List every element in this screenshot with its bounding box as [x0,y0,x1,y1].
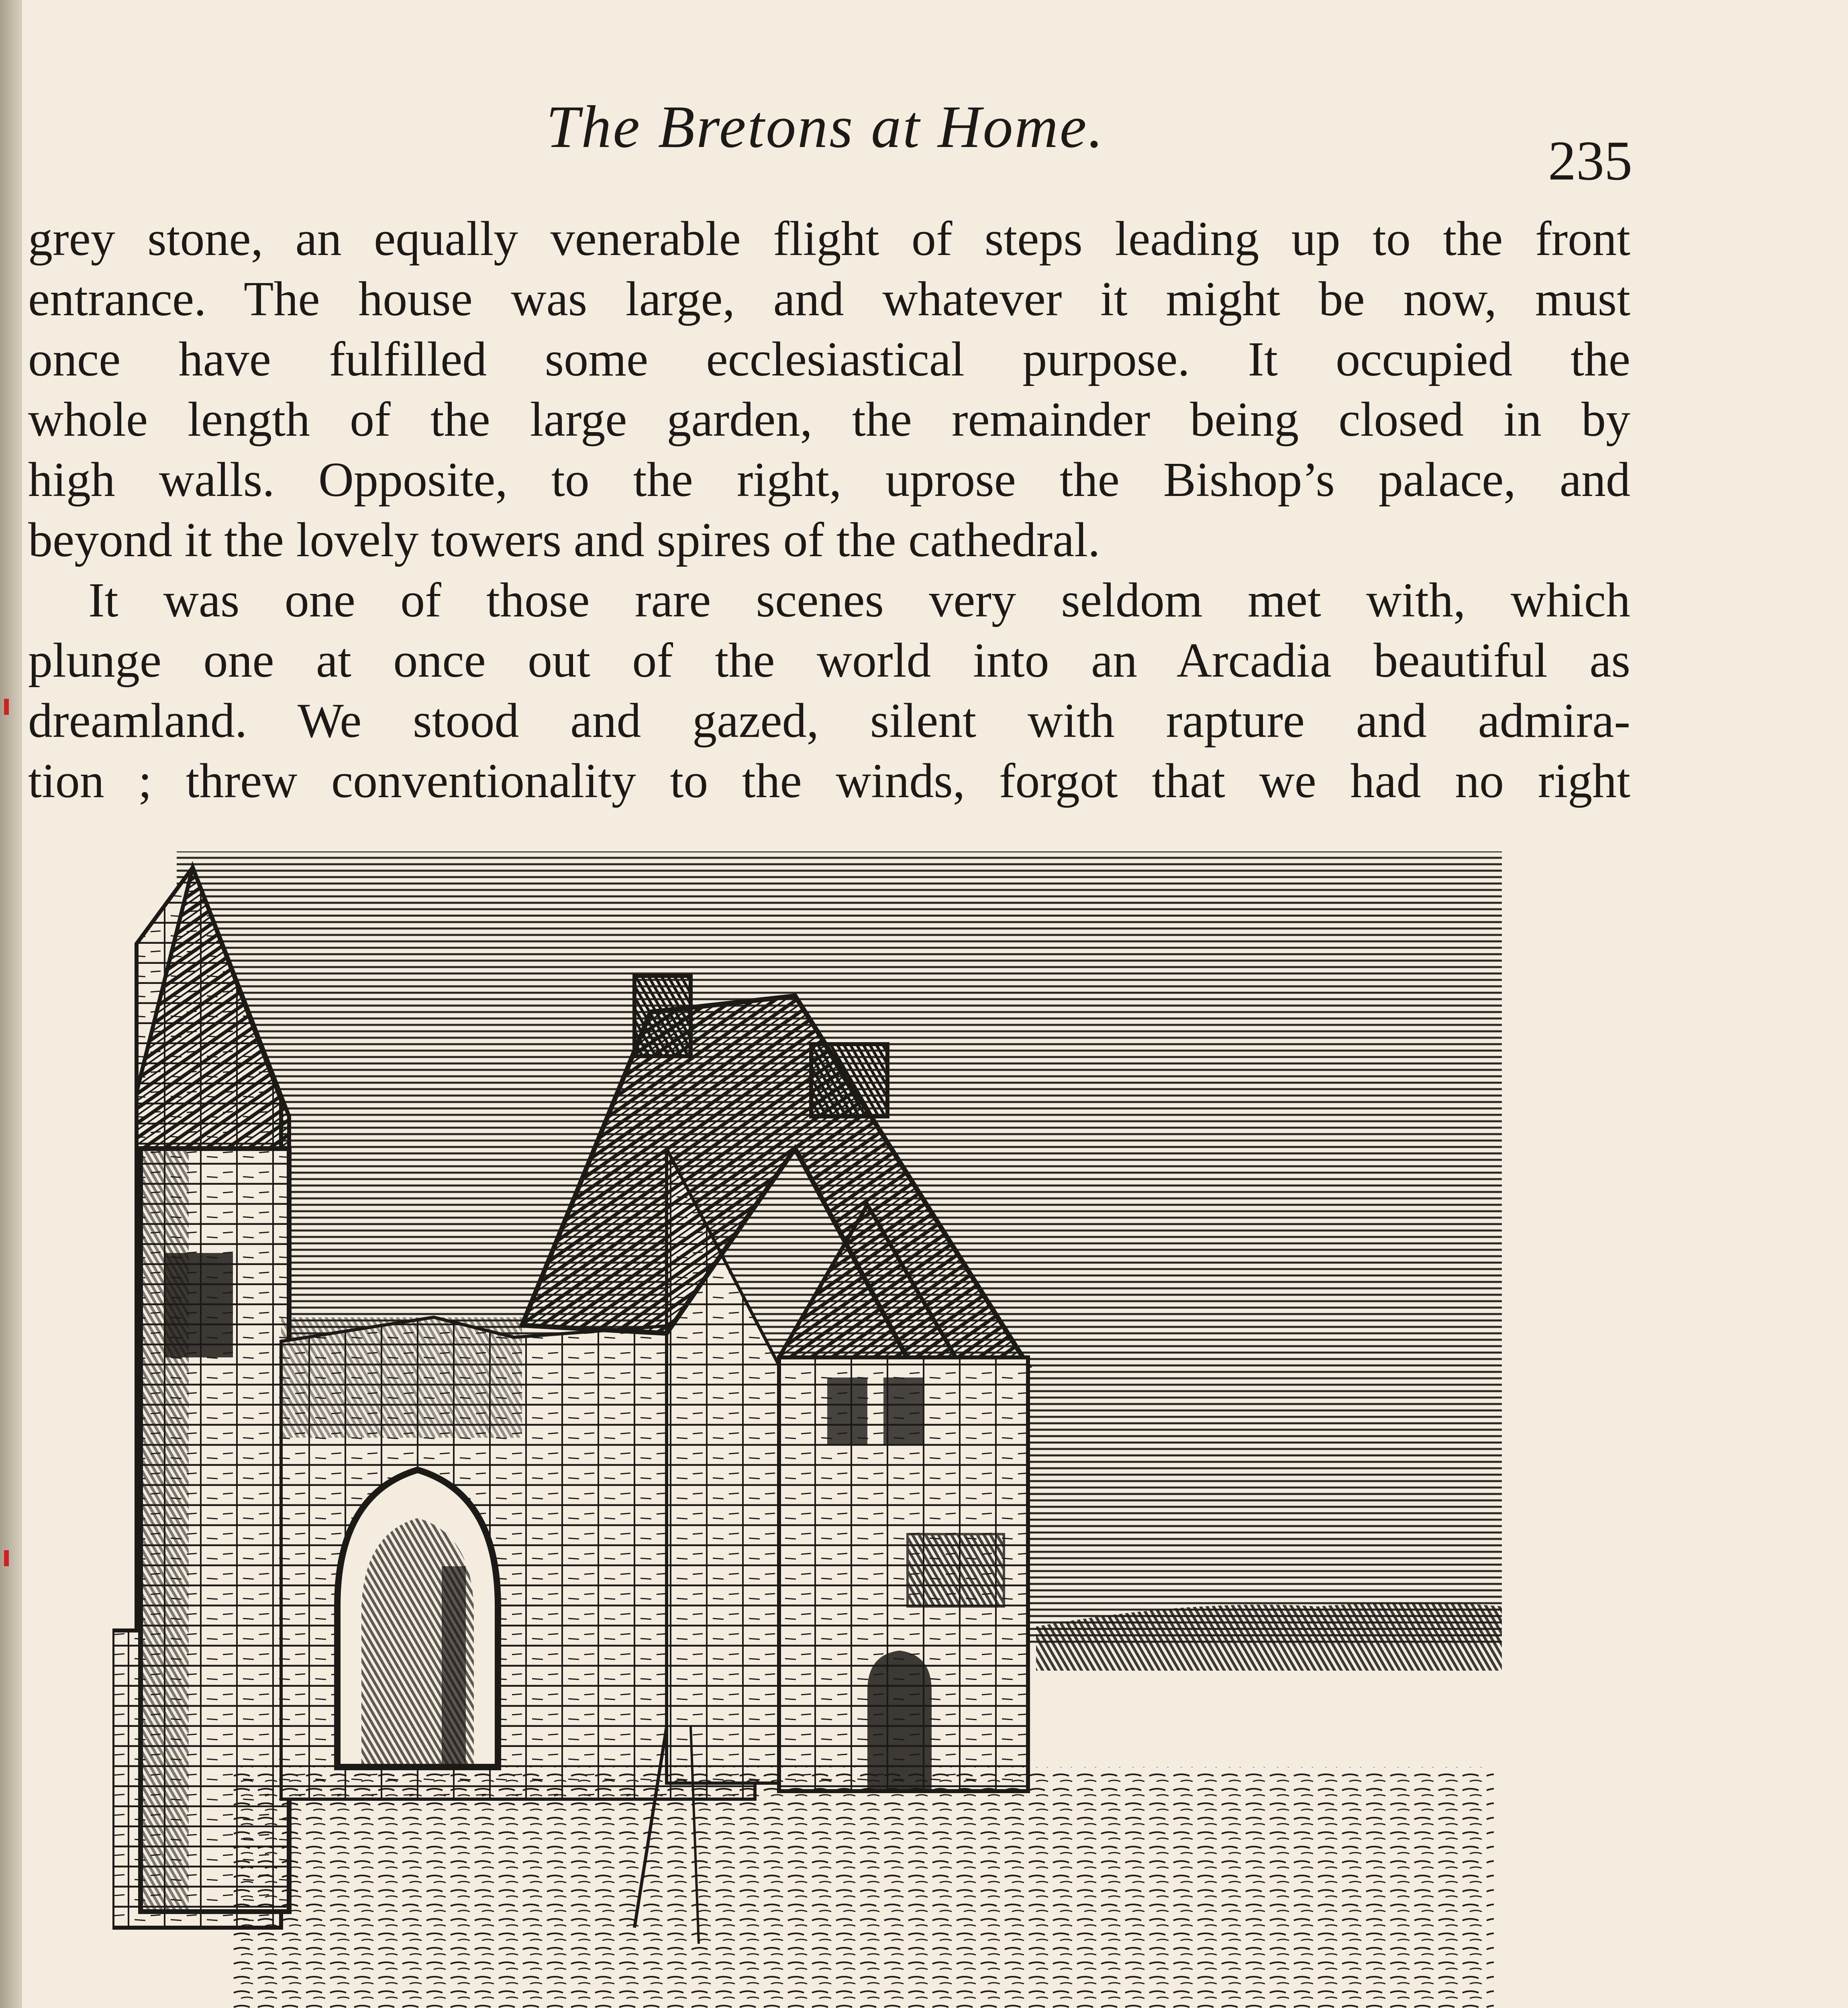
book-gutter [0,0,22,2008]
chapel-illustration [112,843,1526,2008]
text-line: whole length of the large garden, the remainder being closed in by [28,392,1630,447]
engraving-drawing [112,843,1526,2008]
page-number: 235 [1548,130,1632,192]
margin-mark [4,699,9,715]
text-line: It was one of those rare scenes very seldom met with, which [88,573,1630,627]
running-title: The Bretons at Home. [546,94,1105,160]
text-line: high walls. Opposite, to the right, uprose the Bishop’s palace, and [28,453,1630,507]
text-line: dreamland. We stood and gazed, silent with rapture and admira- [28,694,1630,748]
margin-mark [4,1550,9,1566]
text-line: entrance. The house was large, and whatever it might be now, must [28,272,1630,326]
chimney-left [634,976,691,1056]
text-line: grey stone, an equally venerable flight of steps leading up to the front [28,212,1630,266]
text-line: tion ; threw conventionality to the winds, forgot that we had no right [28,754,1630,808]
body-text-top [28,209,1630,811]
chimney-right [811,1044,887,1116]
text-line: plunge one at once out of the world into an Arcadia beautiful as [28,633,1630,688]
text-line: beyond it the lovely towers and spires of the cathedral. [28,513,1100,567]
foreground-ground [233,1767,1494,2008]
text-line: once have fulfilled some ecclesiastical purpose. It occupied the [28,332,1630,386]
